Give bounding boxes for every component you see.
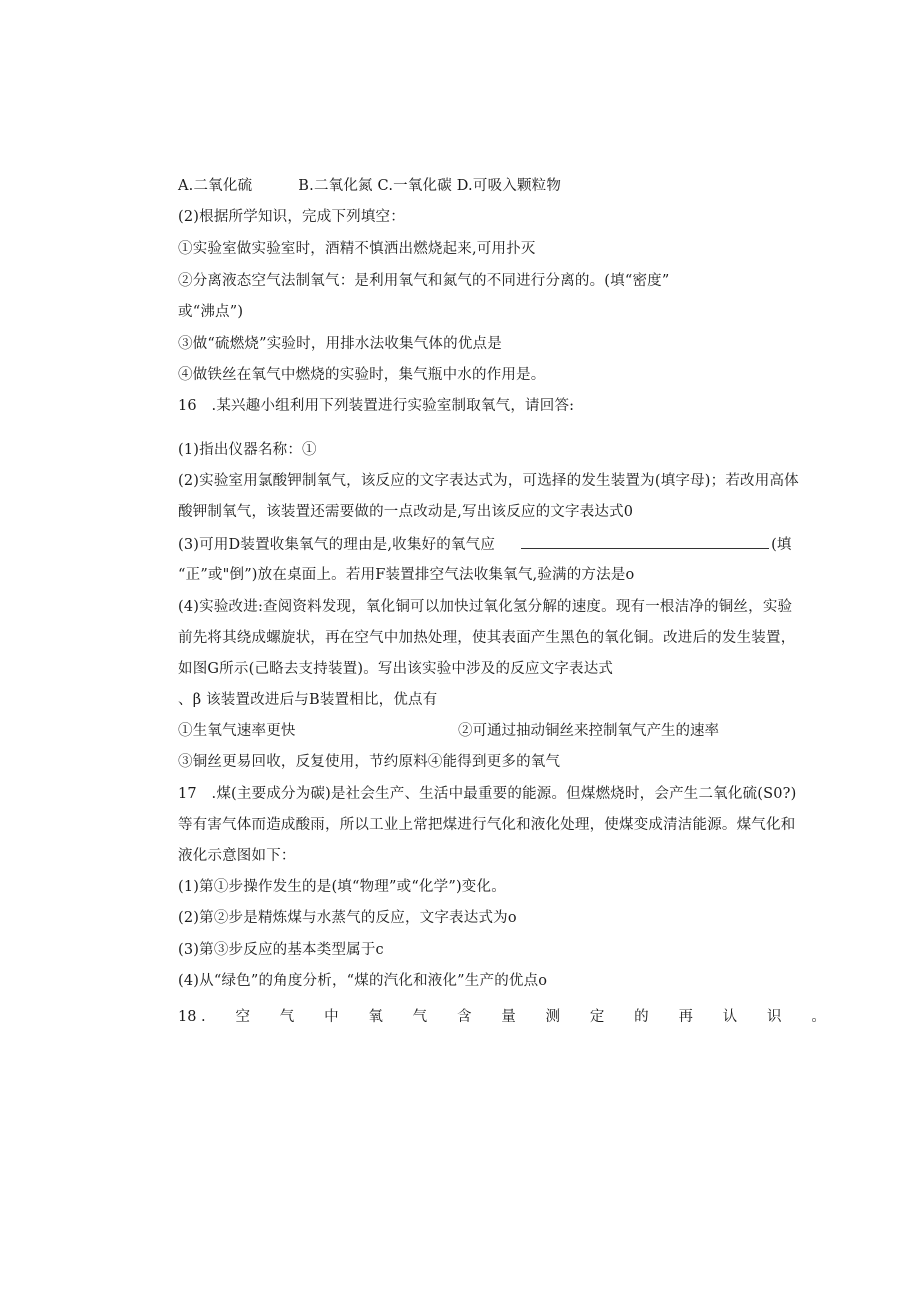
q15-part2-item1: ①实验室做实验室时，酒精不慎洒出燃烧起来,可用扑灭: [178, 241, 536, 257]
q17-part3: (3)第③步反应的基本类型属于c: [178, 942, 384, 958]
q18-char: 认: [722, 1009, 738, 1025]
q18-char: 氧: [368, 1009, 383, 1025]
q16-part2-cont: 酸钾制氧气，该装置还需要做的一点改动是,写出该反应的文字表达式0: [178, 504, 634, 520]
q16-stem: 16 .某兴趣小组利用下列装置进行实验室制取氧气，请回答:: [178, 398, 575, 414]
q18-char: 。: [811, 1009, 826, 1025]
q16-option3-4: ③铜丝更易回收，反复使用，节约原料④能得到更多的氧气: [178, 754, 561, 770]
q15-part2-item4: ④做铁丝在氧气中燃烧的实验时，集气瓶中水的作用是。: [178, 367, 546, 383]
q16-part1: (1)指出仪器名称：①: [178, 442, 317, 458]
q15-part2-item2-cont: 或“沸点”): [178, 304, 244, 320]
q16-part4-cont2: 如图G所示(己略去支持装置)。写出该实验中涉及的反应文字表达式: [178, 661, 614, 677]
q18-char: 定: [589, 1009, 605, 1025]
q17-stem: 17 .煤(主要成分为碳)是社会生产、生活中最重要的能源。但煤燃烧时，会产生二氧化硫(S0?): [178, 786, 797, 802]
q18-char: 气: [279, 1009, 295, 1025]
q18-char: 再: [678, 1009, 693, 1025]
q17-stem-cont1: 等有害气体而造成酸雨，所以工业上常把煤进行气化和液化处理，使煤变成清洁能源。煤气化和: [178, 817, 796, 833]
q16-option2: ②可通过抽动铜丝来控制氧气产生的速率: [458, 723, 719, 739]
options-bcd: B.二氧化氮 C.一氧化碳 D.可吸入颗粒物: [298, 178, 562, 194]
q17-part1: (1)第①步操作发生的是(填“物理”或“化学”)变化。: [178, 879, 506, 895]
q18-char: 识: [767, 1009, 782, 1025]
q18-number: 18 .: [178, 1009, 206, 1025]
q16-option1: ①生氧气速率更快: [178, 723, 296, 739]
q18-char: 含: [456, 1009, 472, 1025]
q18-char: 测: [545, 1009, 561, 1025]
q17-part2: (2)第②步是精炼煤与水蒸气的反应，文字表达式为o: [178, 910, 517, 926]
q15-part2-item3: ③做“硫燃烧”实验时，用排水法收集气体的优点是: [178, 336, 502, 352]
q18-char: 的: [634, 1009, 649, 1025]
q18-char: 气: [412, 1009, 428, 1025]
q16-part3-text: (3)可用D装置收集氧气的理由是,收集好的氧气应: [178, 537, 496, 553]
q17-stem-cont2: 液化示意图如下：: [178, 848, 296, 864]
q18-char: 中: [324, 1009, 339, 1025]
q15-part2-item2: ②分离液态空气法制氧气：是利用氧气和氮气的不同进行分离的。(填“密度”: [178, 273, 670, 289]
q16-part4-cont1: 前先将其绕成螺旋状，再在空气中加热处理，使其表面产生黑色的氧化铜。改进后的发生装置，: [178, 630, 796, 646]
option-a: A.二氧化硫: [178, 178, 253, 194]
q16-part4-cont3: 、β 该装置改进后与B装置相比，优点有: [178, 692, 438, 708]
q16-part4: (4)实验改进:查阅资料发现，氧化铜可以加快过氧化氢分解的速度。现有一根洁净的铜丝，实验: [178, 599, 793, 615]
q15-part2-heading: (2)根据所学知识，完成下列填空：: [178, 209, 405, 225]
q18-char: 量: [501, 1009, 516, 1025]
answer-blank: [521, 534, 769, 549]
q16-part3-cont: “正”或"倒”)放在桌面上。若用F装置排空气法收集氧气,验满的方法是o: [178, 567, 635, 583]
q18-heading: [178, 1007, 826, 1027]
q16-part3: [178, 534, 792, 555]
q18-char: 空: [235, 1009, 250, 1025]
q15-options-line: [178, 176, 561, 196]
q16-part2: (2)实验室用氯酸钾制氧气，该反应的文字表达式为，可选择的发生装置为(填字母)；若改用高体: [178, 473, 799, 489]
q17-part4: (4)从“绿色”的角度分析，“煤的汽化和液化”生产的优点o: [178, 973, 548, 989]
q16-part3-fill: (填: [771, 537, 792, 553]
